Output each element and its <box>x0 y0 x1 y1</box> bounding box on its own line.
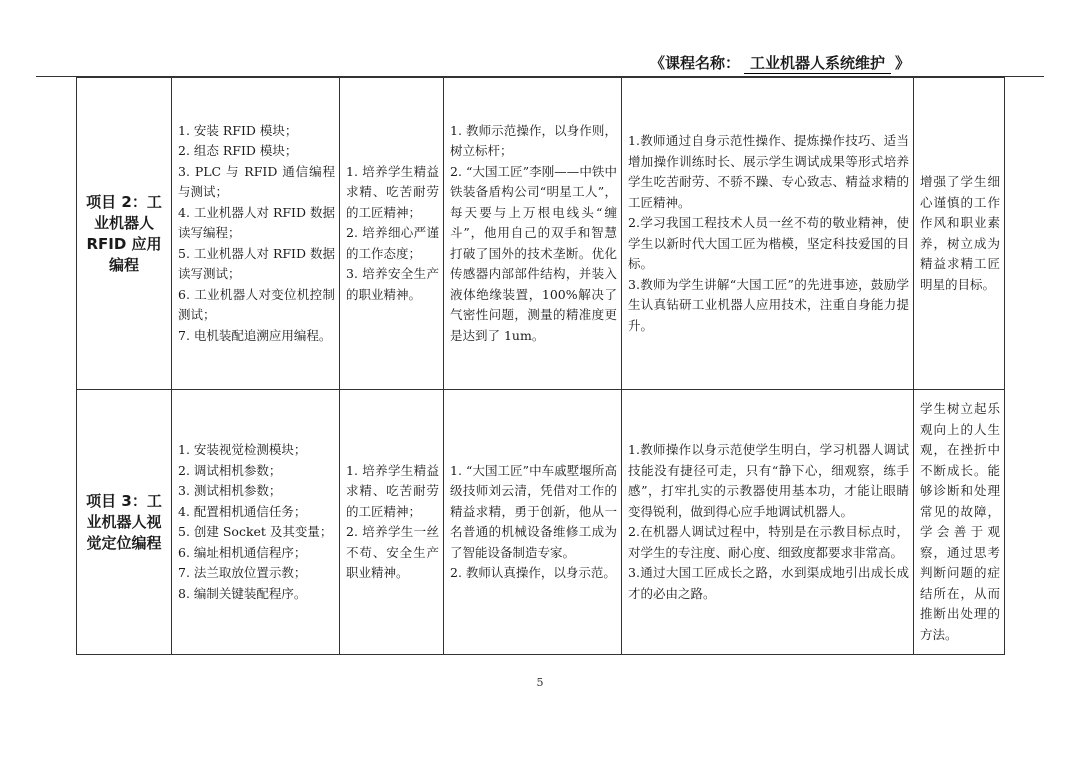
table-row <box>77 390 1005 655</box>
cell-line: 3.教师为学生讲解“大国工匠”的先进事迹，鼓励学生认真钻研工业机器人应用技术，注重自身能力提升。 <box>628 276 909 333</box>
cell-line: 6. 工业机器人对变位机控制测试； <box>178 286 335 323</box>
cell-line: 2.在机器人调试过程中，特别是在示教目标点时，对学生的专注度、耐心度、细致度都要求非常高。 <box>628 524 909 560</box>
cell-line: 3. 测试相机参数； <box>178 483 282 498</box>
content-cell <box>172 78 340 390</box>
cell-line: 1. 安装 RFID 模块； <box>178 122 298 138</box>
project-title-cell: 项目 2：工业机器人 RFID 应用编程 <box>77 78 172 390</box>
course-title <box>650 52 910 74</box>
cell-line: 4. 工业机器人对 RFID 数据读写编程； <box>178 204 335 241</box>
cell-line: 1. 教师示范操作，以身作则，树立标杆； <box>450 122 617 159</box>
effects-cell: 增强了学生细心谨慎的工作作风和职业素养，树立成为精益求精工匠明星的目标。 <box>914 78 1005 390</box>
cell-line: 1. 培养学生精益求精、吃苦耐劳的工匠精神； <box>346 462 439 519</box>
cases-cell <box>444 390 622 655</box>
cell-line: 2. 培养学生一丝不苟、安全生产职业精神。 <box>346 524 439 580</box>
cell-line: 2. 培养细心严谨的工作态度； <box>346 225 439 261</box>
methods-cell <box>622 390 914 655</box>
cell-line: 3. PLC 与 RFID 通信编程与测试； <box>178 163 335 200</box>
goals-cell <box>340 390 444 655</box>
cell-line: 4. 配置相机通信任务； <box>178 503 307 519</box>
course-title-prefix: 《课程名称： <box>649 54 740 72</box>
cell-line: 2. 教师认真操作，以身示范。 <box>450 565 616 580</box>
cell-line: 1. 安装视觉检测模块； <box>178 442 307 457</box>
cell-line: 1.教师通过自身示范性操作、提炼操作技巧、适当增加操作训练时长、展示学生调试成果等形式培养学生吃苦耐劳、不骄不躁、专心致志、精益求精的工匠精神。 <box>628 133 909 210</box>
page-header <box>0 52 1080 74</box>
cell-line: 1. 培养学生精益求精、吃苦耐劳的工匠精神； <box>346 163 439 220</box>
table-row <box>77 78 1005 390</box>
cell-line: 1. “大国工匠”中车戚墅堰所高级技师刘云清，凭借对工作的精益求精，勇于创新，他从一名普通的机械设备维修工成为了智能设备制造专家。 <box>450 462 617 560</box>
cell-line: 3. 培养安全生产的职业精神。 <box>346 266 439 302</box>
course-name: 工业机器人系统维护 <box>744 52 891 74</box>
goals-cell <box>340 78 444 390</box>
cell-line: 7. 法兰取放位置示教； <box>178 565 307 580</box>
cell-line: 2. 调试相机参数； <box>178 462 282 478</box>
cell-line: 7. 电机装配追溯应用编程。 <box>178 327 332 343</box>
cell-line: 5. 创建 Socket 及其变量； <box>178 524 333 539</box>
cell-line: 2.学习我国工程技术人员一丝不苟的敬业精神，使学生以新时代大国工匠为楷模，坚定科技爱国的目标。 <box>628 215 909 271</box>
project-title-cell: 项目 3：工业机器人视觉定位编程 <box>77 390 172 655</box>
cell-line: 1.教师操作以身示范使学生明白，学习机器人调试技能没有捷径可走，只有“静下心，细观察，练手感”，打牢扎实的示教器使用基本功，才能让眼睛变得锐利，做到得心应手地调试机器人。 <box>628 442 909 519</box>
cell-line: 6. 编址相机通信程序； <box>178 544 307 560</box>
page-number: 5 <box>536 676 544 689</box>
curriculum-table <box>76 77 1005 655</box>
cell-line: 5. 工业机器人对 RFID 数据读写测试； <box>178 245 335 282</box>
course-title-suffix: 》 <box>894 54 910 72</box>
cell-line: 2. 组态 RFID 模块； <box>178 143 298 159</box>
cell-line: 2. “大国工匠”李刚——中铁中铁装备盾构公司“明星工人”，每天要与上万根电线头“缠斗”，他用自己的双手和智慧打破了国外的技术垄断。优化传感器内部部件结构，并装入液体绝缘装置，100%解决了气密性问题，测量的精准度更是达到了 1um。 <box>450 163 617 343</box>
cell-line: 3.通过大国工匠成长之路，水到渠成地引出成长成才的必由之路。 <box>628 565 909 601</box>
content-cell <box>172 390 340 655</box>
cases-cell <box>444 78 622 390</box>
cell-line: 8. 编制关键装配程序。 <box>178 585 307 601</box>
effects-cell: 学生树立起乐观向上的人生观，在挫折中不断成长。能够诊断和处理常见的故障，学会善于观察，通过思考判断问题的症结所在，从而推断出处理的方法。 <box>914 390 1005 655</box>
methods-cell <box>622 78 914 390</box>
